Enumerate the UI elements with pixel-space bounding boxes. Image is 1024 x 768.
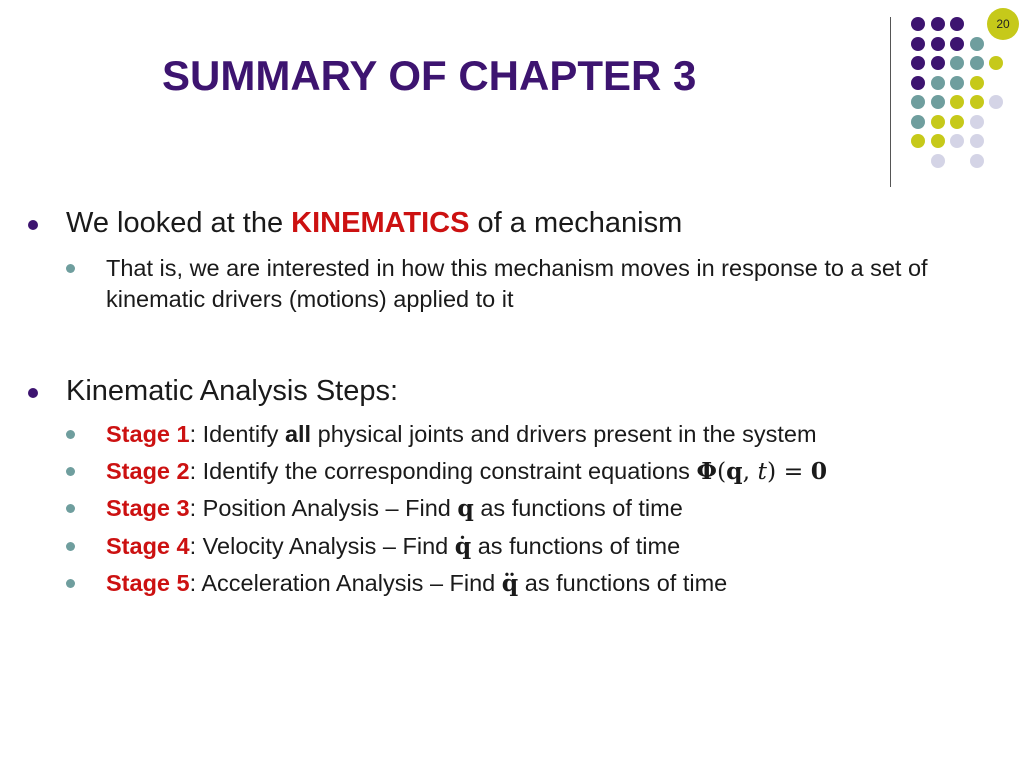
stage-text: as functions of time	[473, 495, 683, 521]
decorative-dot	[950, 115, 964, 129]
decorative-dot	[970, 56, 984, 70]
math-comma: ,	[742, 457, 758, 485]
math-phi: Φ	[696, 457, 717, 485]
stage-label: Stage 2	[106, 458, 190, 484]
decorative-dot	[911, 115, 925, 129]
decorative-dot	[911, 134, 925, 148]
decorative-dot	[931, 95, 945, 109]
sub-bullet-dot-icon	[66, 430, 75, 439]
decorative-dot	[911, 37, 925, 51]
bullet-dot-icon	[28, 388, 38, 398]
divider-line	[890, 17, 891, 187]
stage-text: as functions of time	[518, 570, 728, 596]
decorative-dot	[970, 154, 984, 168]
bullet-text	[66, 207, 682, 240]
stage-label: Stage 3	[106, 495, 190, 521]
math-paren: (	[716, 457, 727, 485]
math-t: t	[757, 457, 767, 485]
decorative-dot-grid	[0, 0, 1024, 200]
stage-text: : Acceleration Analysis – Find	[189, 570, 502, 596]
decorative-dot	[970, 95, 984, 109]
sub-bullet-dot-icon	[66, 542, 75, 551]
decorative-dot	[950, 37, 964, 51]
decorative-dot	[931, 17, 945, 31]
math-q-dot: q̇	[454, 532, 472, 560]
decorative-dot	[931, 76, 945, 90]
stage-text: : Position Analysis – Find	[189, 495, 458, 521]
decorative-dot	[931, 134, 945, 148]
decorative-dot	[911, 17, 925, 31]
decorative-dot	[931, 154, 945, 168]
stage-text: physical joints and drivers present in the system	[311, 421, 817, 447]
bullet-dot-icon	[28, 220, 38, 230]
decorative-dot	[950, 56, 964, 70]
sub-bullet-dot-icon	[66, 264, 75, 273]
decorative-dot	[931, 37, 945, 51]
sub-bullet-text: That is, we are interested in how this mechanism moves in response to a set of kinematic drivers (motions) applied to it	[106, 255, 928, 312]
decorative-dot	[970, 76, 984, 90]
decorative-dot	[950, 95, 964, 109]
math-close: ) =	[766, 457, 811, 485]
decorative-dot	[911, 95, 925, 109]
decorative-dot	[950, 134, 964, 148]
math-q: q	[726, 457, 743, 485]
stage-text: as functions of time	[471, 533, 681, 559]
decorative-dot	[970, 134, 984, 148]
slide-number-badge: 20	[987, 8, 1019, 40]
stage-text: : Identify	[189, 421, 285, 447]
stage-text: : Velocity Analysis – Find	[189, 533, 455, 559]
decorative-dot	[931, 56, 945, 70]
math-q-ddot: q̈	[501, 569, 519, 597]
decorative-dot	[911, 56, 925, 70]
stage-label: Stage 4	[106, 533, 190, 559]
slide-title: SUMMARY OF CHAPTER 3	[162, 52, 697, 99]
decorative-dot	[911, 76, 925, 90]
math-q: q	[457, 494, 474, 522]
constraint-equation	[696, 457, 827, 485]
sub-bullet-dot-icon	[66, 579, 75, 588]
bullet-suffix: of a mechanism	[469, 207, 683, 239]
bullet-text: Kinematic Analysis Steps:	[66, 375, 399, 407]
sub-bullet-dot-icon	[66, 504, 75, 513]
stage-label: Stage 5	[106, 570, 190, 596]
kinematics-highlight: KINEMATICS	[291, 207, 470, 239]
decorative-dot	[989, 95, 1003, 109]
decorative-dot	[931, 115, 945, 129]
decorative-dot	[989, 56, 1003, 70]
sub-bullet-dot-icon	[66, 467, 75, 476]
stage-label: Stage 1	[106, 421, 190, 447]
decorative-dot	[950, 17, 964, 31]
decorative-dot	[970, 115, 984, 129]
decorative-dot	[950, 76, 964, 90]
bullet-prefix: We looked at the	[66, 207, 292, 239]
stage-emphasis: all	[284, 421, 312, 447]
stage-text: : Identify the corresponding constraint equations	[189, 458, 697, 484]
decorative-dot	[970, 37, 984, 51]
math-zero: 0	[810, 457, 828, 485]
